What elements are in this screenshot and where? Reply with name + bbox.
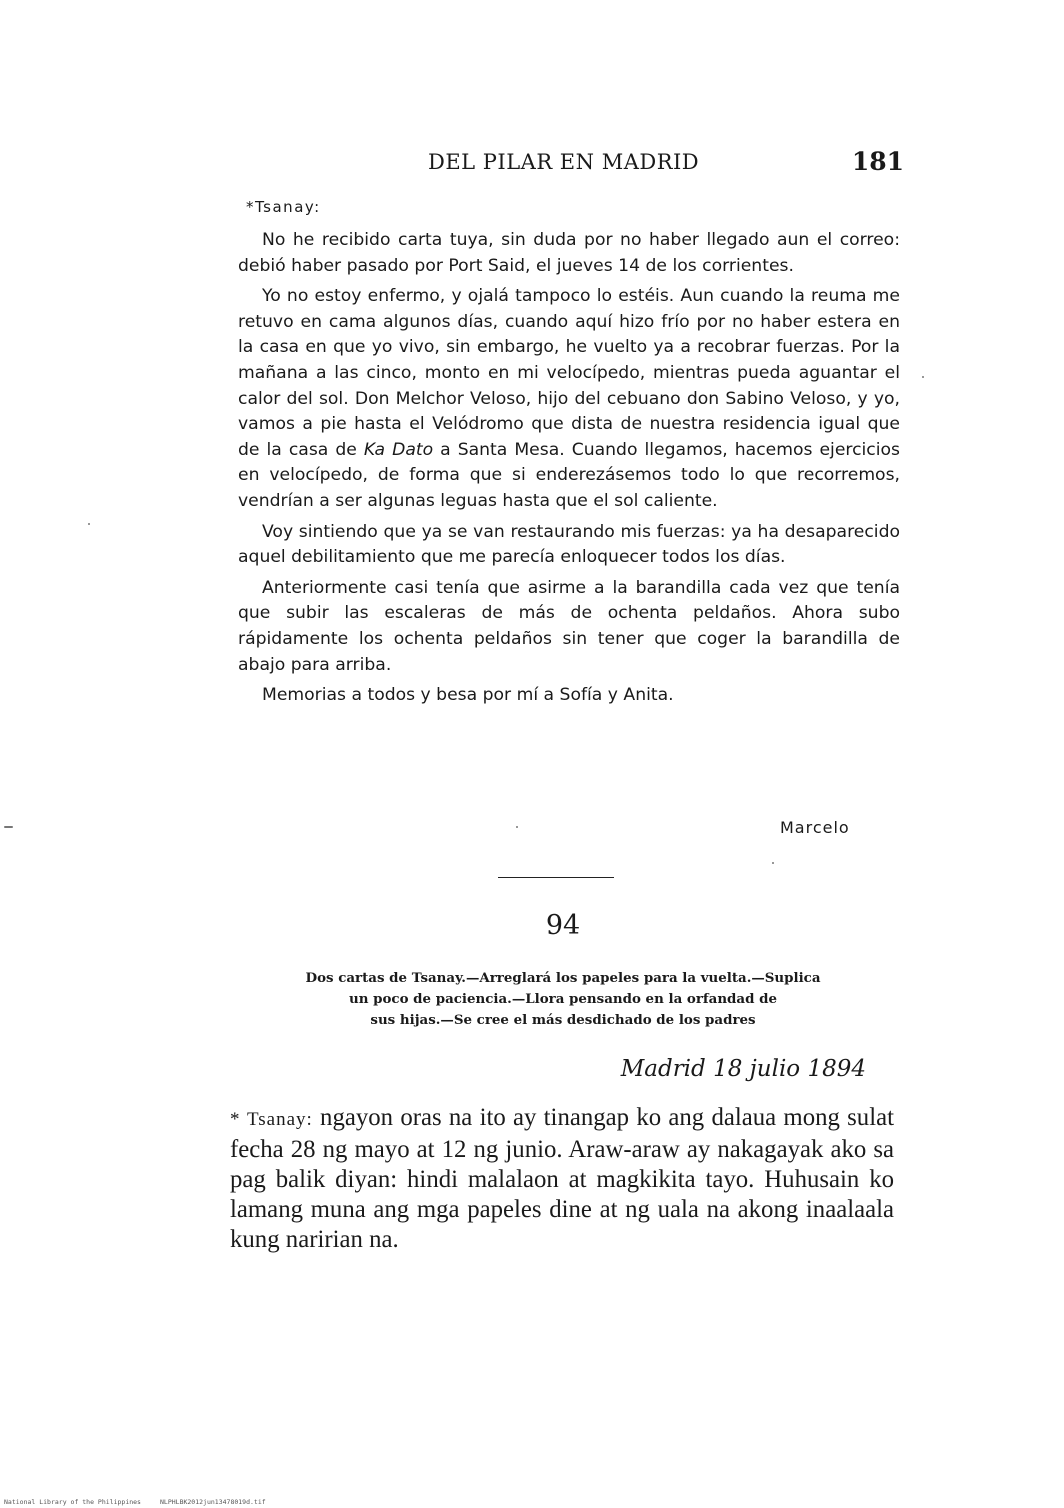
scan-speck [88,523,90,525]
summary-line: sus hijas.—Se cree el más desdichado de los padres [370,1012,756,1028]
page-header [232,147,904,184]
scan-speck [4,826,13,828]
letter-number: 94 [545,910,581,941]
letter-salutation: *Tsanay: [246,198,321,216]
summary-line: Dos cartas de Tsanay.—Arreglará los papeles para la vuelta.—Suplica [305,970,821,986]
italic-place-name: Ka Dato [363,439,434,460]
scan-speck [922,376,924,378]
dateline: Madrid 18 julio 1894 [620,1056,866,1082]
scan-speck [516,826,518,828]
signature: Marcelo [780,818,850,837]
paragraph-text: Yo no estoy enfermo, y ojalá tampoco lo estéis. Aun cuando la reuma me retuvo en cama algunos días, cuando aquí hizo frío por no haber estera en la casa en que yo vivo, sin embargo, he vuelto ya a recobrar fuerzas. Por la mañana a las cinco, monto en mi velocípedo, mientras pueda aguantar el calor del sol. Don Melchor Veloso, hijo del cebuano don Sabino Veloso, y yo, vamos a pie hasta el Velódromo que dista de nuestra residencia igual que de la casa de [238,286,900,460]
paragraph-text: a Santa Mesa. Cuando llegamos, hacemos ejercicios en velocípedo, de forma que si enderezásemos todo lo que recorremos, vendrían a ser algunas leguas hasta que el sol caliente. [238,439,901,511]
scan-speck [772,862,774,864]
footer-file-id: NLPHLBK2012jun13478019d.tif [160,1498,266,1506]
paragraph: Anteriormente casi tenía que asirme a la barandilla cada vez que tenía que subir las escaleras de más de ochenta peldaños. Ahora subo rápidamente los ochenta peldaños sin tener que coger la barandilla de abajo para arriba. [238,577,900,675]
paragraph: No he recibido carta tuya, sin duda por no haber llegado aun el correo: debió haber pasado por Port Said, el jueves 14 de los corrientes. [238,230,900,276]
paragraph: Voy sintiendo que ya se van restaurando mis fuerzas: ya ha desaparecido aquel debilitamiento que me parecía enloquecer todos los días. [238,521,900,568]
paragraph-text: ngayon oras na ito ay tinangap ko ang dalaua mong sulat fecha 28 ng mayo at 12 ng junio. Araw-araw ay nakagayak ako sa pag balik diyan: hindi malalaon at magkikita tayo. Huhusain ko lamang muna ang mga papeles dine at ng uala na akong inaalaala kung naririan na. [230,1104,894,1253]
paragraph [238,284,900,514]
footer-library-credit: National Library of the Philippines [4,1498,141,1506]
page-number: 181 [851,147,904,176]
letter-body [238,228,900,714]
section-divider [498,877,614,878]
summary-line: un poco de paciencia.—Llora pensando en la orfandad de [348,991,778,1007]
letter-salutation: * Tsanay: [230,1109,313,1130]
letter-summary [232,968,894,1031]
paragraph: Memorias a todos y besa por mí a Sofía y Anita. [262,685,674,706]
tagalog-letter-text [230,1103,894,1255]
running-head: DEL PILAR EN MADRID [428,150,700,174]
